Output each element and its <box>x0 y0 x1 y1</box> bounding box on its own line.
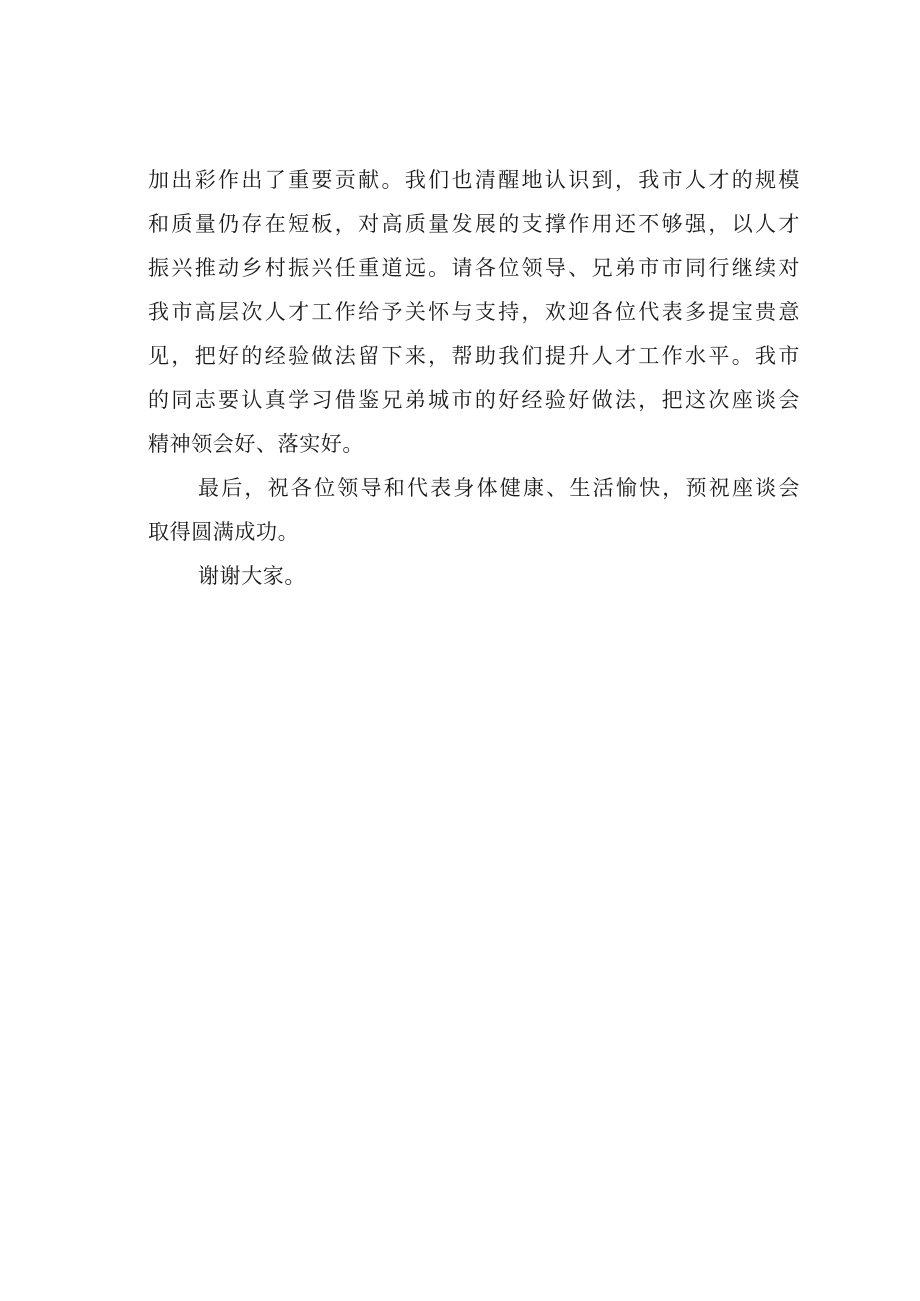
text-line: 和质量仍存在短板，对高质量发展的支撑作用还不够强，以人才 <box>148 212 800 236</box>
text-line: 的同志要认真学习借鉴兄弟城市的好经验好做法，把这次座谈会 <box>148 388 800 412</box>
text-line: 加出彩作出了重要贡献。我们也清醒地认识到，我市人才的规模 <box>148 168 800 192</box>
paragraph-thanks <box>148 554 800 598</box>
text-line: 振兴推动乡村振兴任重道远。请各位领导、兄弟市市同行继续对 <box>148 256 800 280</box>
document-body <box>148 158 800 598</box>
text-line: 谢谢大家。 <box>198 564 306 588</box>
paragraph-closing-wishes <box>148 466 800 554</box>
paragraph-continuation <box>148 158 800 466</box>
text-line: 最后，祝各位领导和代表身体健康、生活愉快，预祝座谈会 <box>198 476 800 500</box>
text-line: 精神领会好、落实好。 <box>148 432 364 456</box>
text-line: 我市高层次人才工作给予关怀与支持，欢迎各位代表多提宝贵意 <box>148 300 800 324</box>
text-line: 见，把好的经验做法留下来，帮助我们提升人才工作水平。我市 <box>148 344 800 368</box>
text-line: 取得圆满成功。 <box>148 520 300 544</box>
